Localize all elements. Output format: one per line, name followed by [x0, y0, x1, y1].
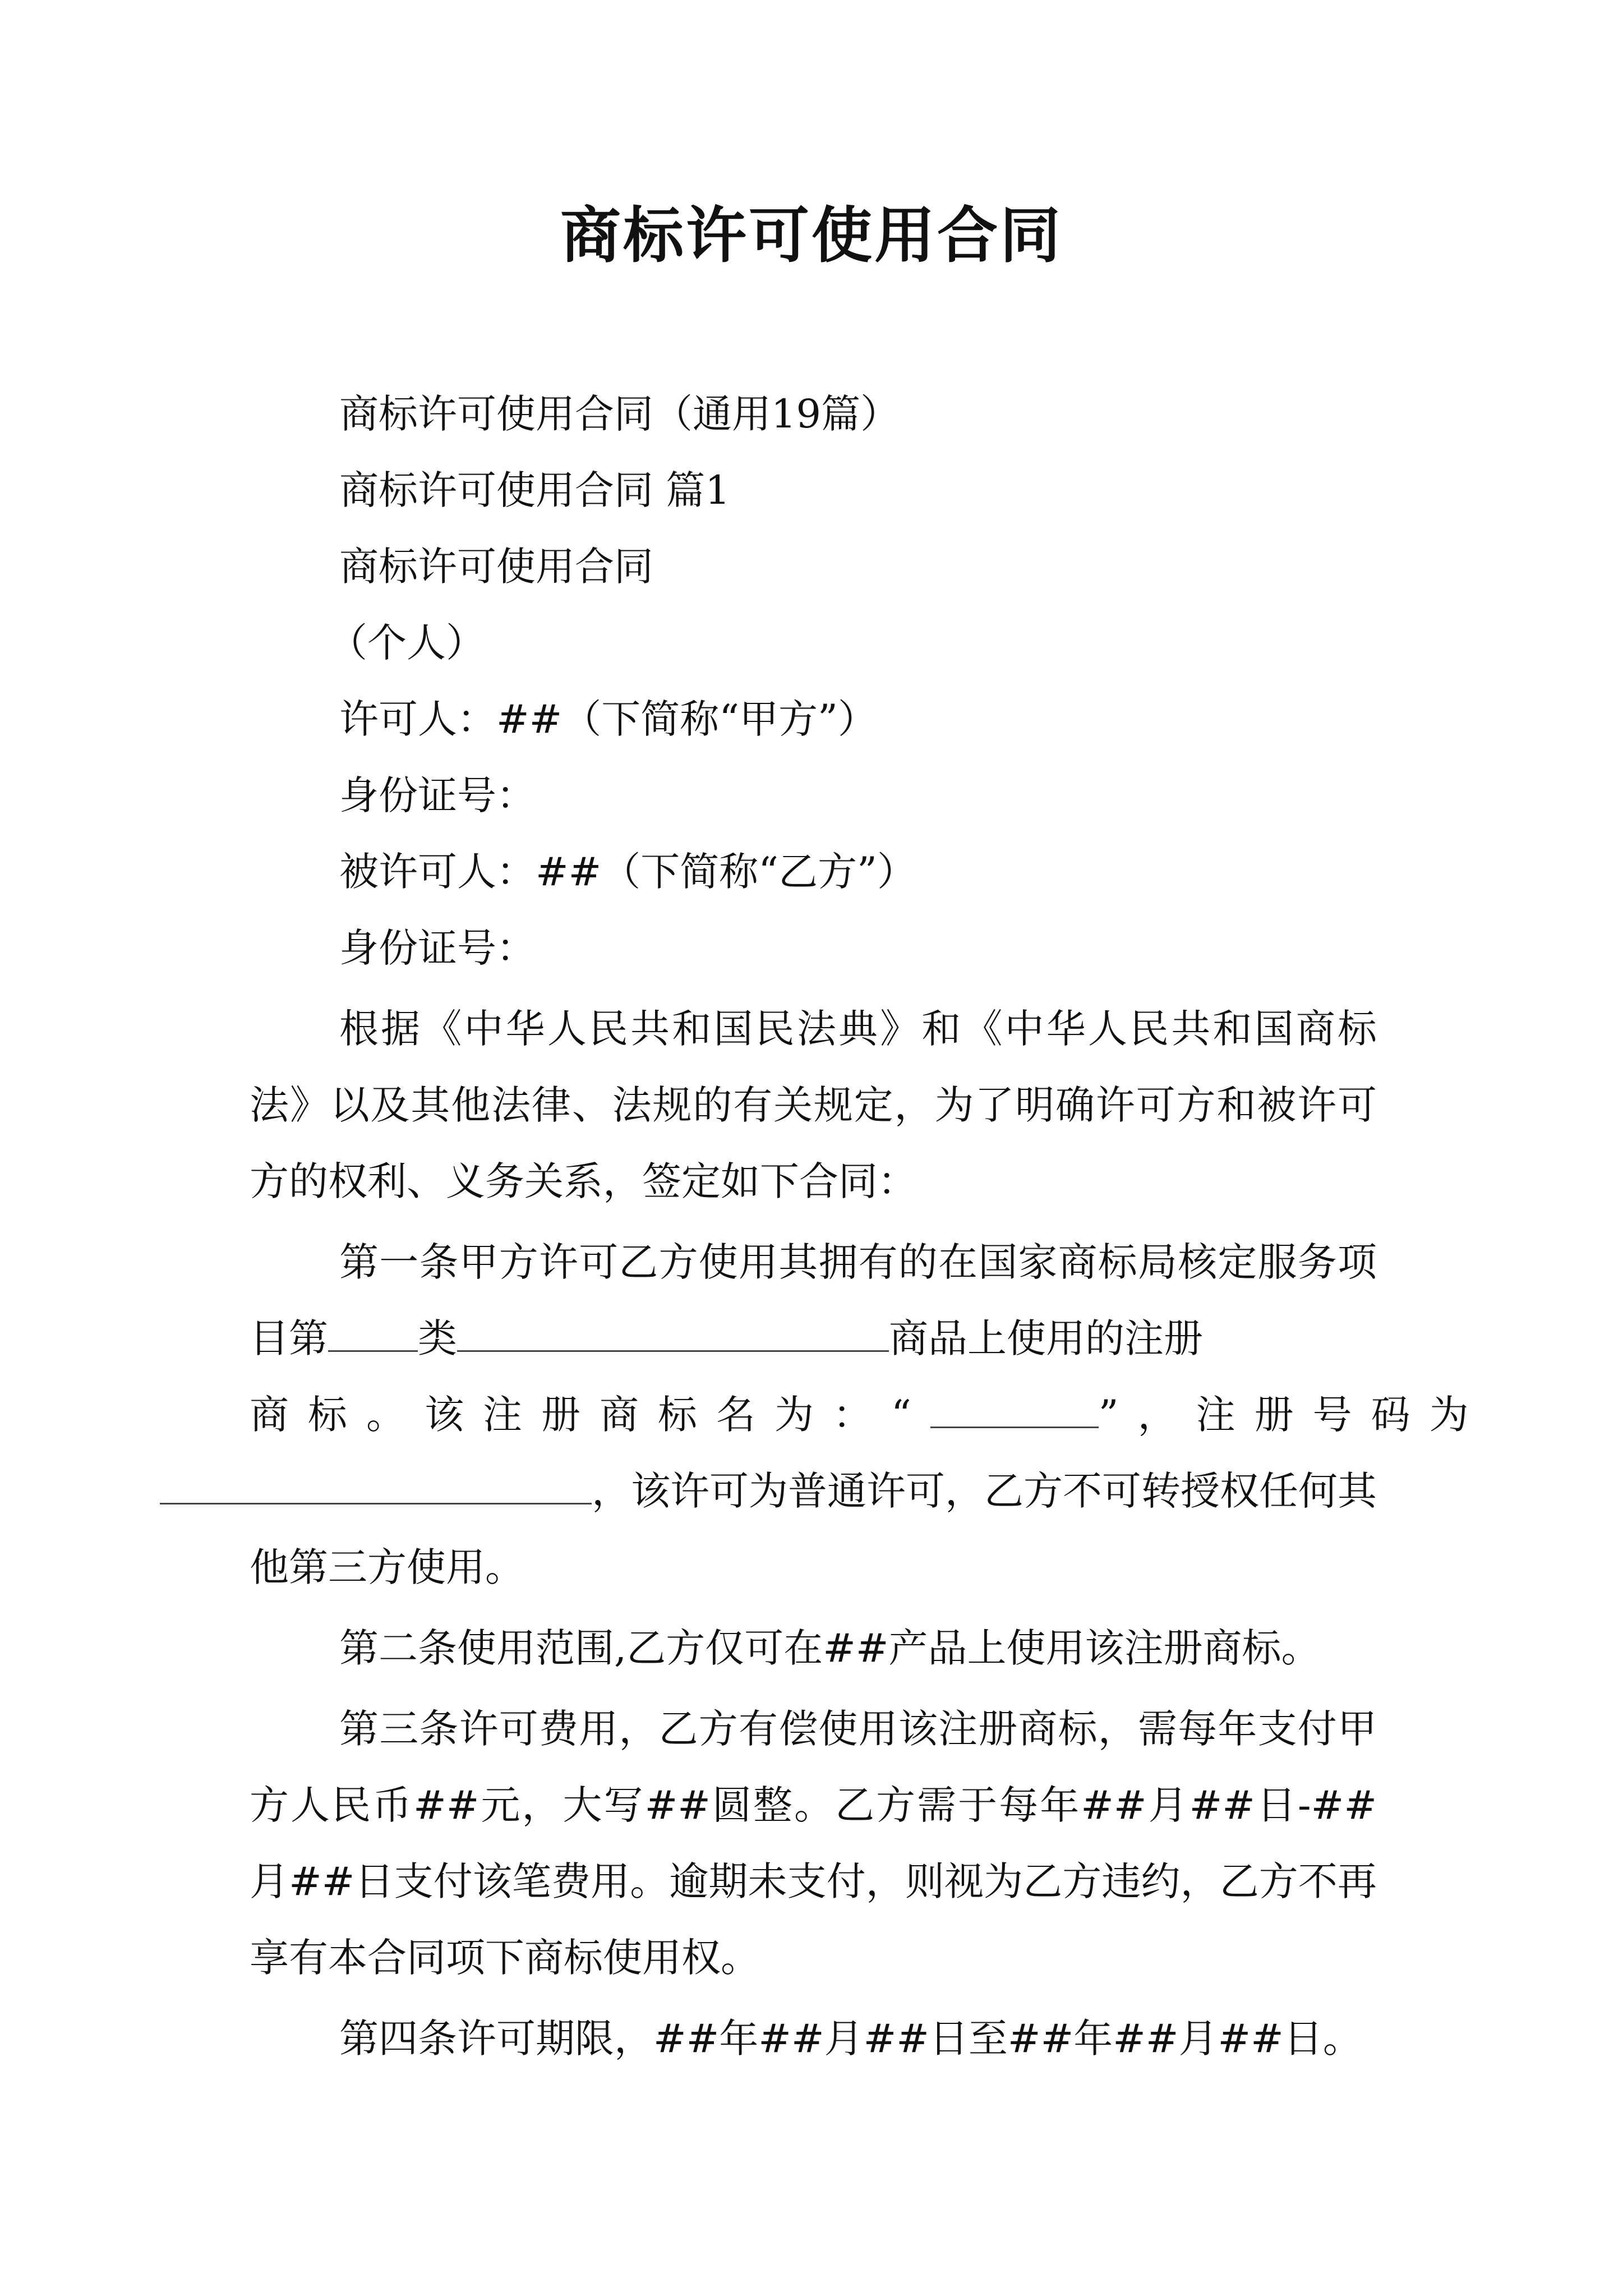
- article-3-text: 第三条许可费用，乙方有偿使用该注册商标，需每年支付甲方人民币##元，大写##圆整。乙方需于每年##月##日-##月##日支付该笔费用。逾期未支付，则视为乙方违约，乙方不再享有本合同项下商标使用权。: [250, 1706, 1377, 1981]
- licensor-line: 许可人：##（下简称“甲方”）: [339, 696, 877, 742]
- licensee-id-line: 身份证号：: [339, 925, 536, 971]
- article-1-part-c: 商品上使用的注册: [889, 1315, 1203, 1361]
- paragraph-basis: [250, 991, 1377, 1220]
- article-1-text: [250, 1224, 1488, 1605]
- class-number-blank: [328, 1322, 418, 1352]
- subtitle-line: 商标许可使用合同（通用19篇）: [339, 391, 900, 437]
- licensor-id-line: 身份证号：: [339, 772, 536, 818]
- article-1-part-e: ”，注册号码为: [1098, 1392, 1488, 1438]
- paragraph-basis-text: 根据《中华人民共和国民法典》和《中华人民共和国商标法》以及其他法律、法规的有关规定，为了明确许可方和被许可方的权利、义务关系，签定如下合同：: [250, 1006, 1377, 1204]
- section-heading: 商标许可使用合同 篇1: [339, 467, 730, 513]
- article-1-part-b: 类: [418, 1315, 457, 1361]
- article-2-text: 第二条使用范围,乙方仅可在##产品上使用该注册商标。: [339, 1625, 1321, 1671]
- article-1-part-a: 第一条甲方许可乙方使用其拥有的在国家商标局核定服务项目第: [250, 1239, 1377, 1361]
- registration-number-blank: [160, 1475, 592, 1504]
- document-title: 商标许可使用合同: [560, 200, 1063, 271]
- paragraph-article-1: [250, 1224, 1488, 1605]
- article-1-part-f: ，该许可为普通许可，乙方不可转授权任何其他第三方使用。: [250, 1468, 1377, 1590]
- paragraph-article-3: [250, 1691, 1377, 1996]
- document-body: [250, 376, 1488, 2077]
- paragraph-article-4: [250, 2000, 1377, 2077]
- paragraph-article-2: [250, 1610, 1377, 1686]
- trademark-name-blank: [930, 1398, 1099, 1428]
- licensee-line: 被许可人：##（下简称“乙方”）: [339, 849, 916, 895]
- contract-name: 商标许可使用合同: [339, 544, 653, 590]
- goods-blank: [457, 1322, 889, 1352]
- article-1-part-d: 商标。该注册商标名为：“: [250, 1392, 930, 1438]
- contract-type: （个人）: [328, 620, 485, 666]
- article-4-text: 第四条许可期限，##年##月##日至##年##月##日。: [339, 2016, 1362, 2062]
